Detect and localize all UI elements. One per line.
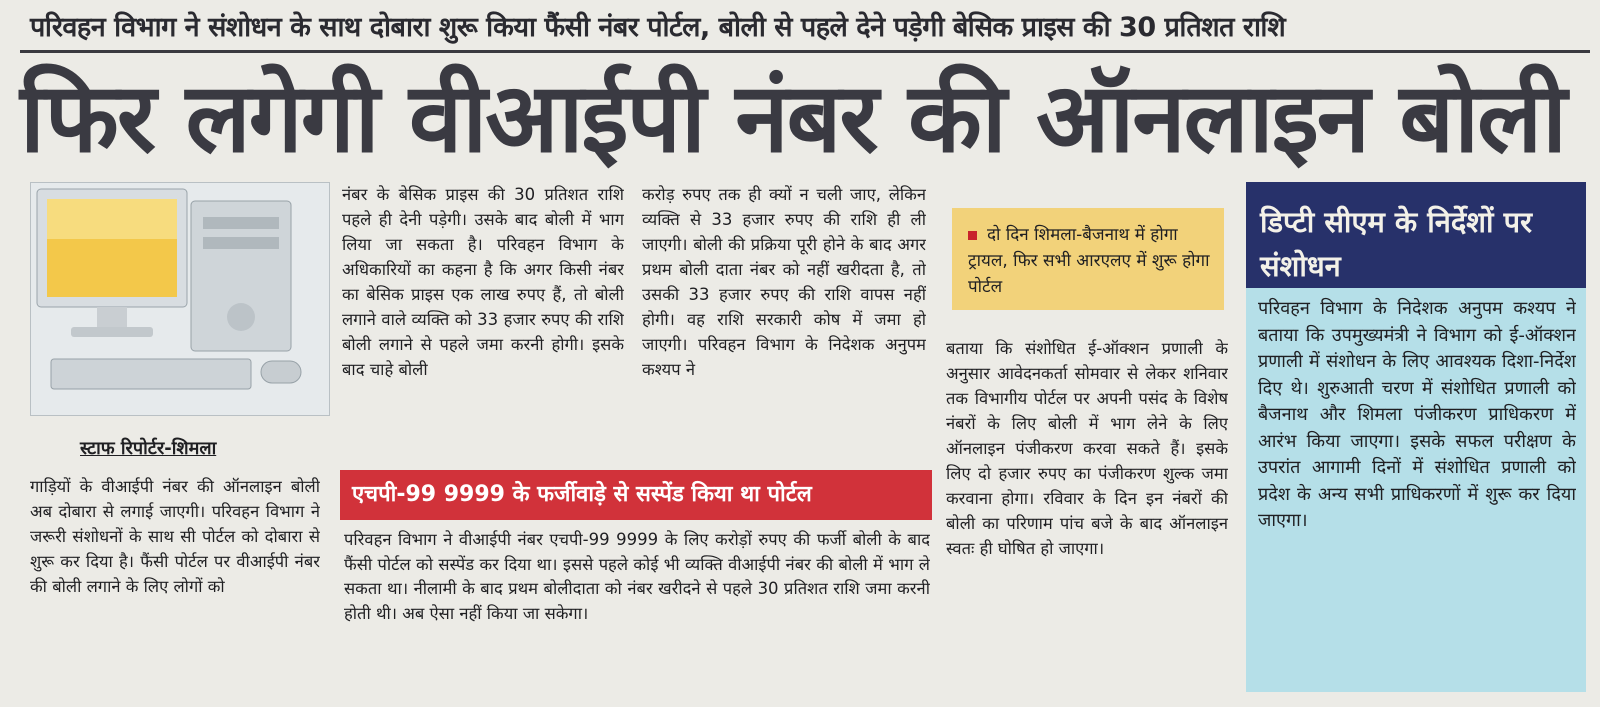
sidebar-title: डिप्टी सीएम के निर्देशों पर संशोधन [1246,182,1586,288]
article-column-2: नंबर के बेसिक प्राइस की 30 प्रतिशत राशि पहले ही देनी पड़ेगी। उसके बाद बोली में भाग लिया जा सकता है। परिवहन विभाग के अधिकारियों का कहना है कि अगर किसी नंबर का बेसिक प्राइस एक लाख रुपए हैं, तो बोली लगाने वाले व्यक्ति को 33 हजार रुपए की राशि बोली लगाने से पहले जमा करनी होगी। इसके बाद चाहे बोली [342,185,624,379]
article-column-1: गाड़ियों के वीआईपी नंबर की ऑनलाइन बोली अब दोबारा से लगाई जाएगी। परिवहन विभाग ने जरूरी संशोधनों के साथ सी पोर्टल को दोबारा से शुरू कर दिया है। फैंसी पोर्टल पर वीआईपी नंबर की बोली लगाने के लिए लोगों को [30,477,320,596]
highlight-box [952,208,1224,310]
box-text: परिवहन विभाग ने वीआईपी नंबर एचपी-99 9999 के लिए करोड़ों रुपए की फर्जी बोली के बाद फैंसी पोर्टल को सस्पेंड कर दिया था। इससे पहले कोई भी व्यक्ति वीआईपी नंबर की बोली में भाग ले सकता था। नीलामी के बाद प्रथम बोलीदाता को नंबर खरीदने से पहले 30 प्रतिशत राशि जमा करनी होती थी। अब ऐसा नहीं किया जा सकेगा। [344,530,930,623]
article-column-4: बताया कि संशोधित ई-ऑक्शन प्रणाली के अनुसार आवेदनकर्ता सोमवार से लेकर शनिवार तक विभागीय पोर्टल पर अपनी पसंद के विशेष नंबरों के लिए बोली में भाग लेने के लिए ऑनलाइन पंजीकरण करवा सकते हैं। इसके लिए दो हजार रुपए का पंजीकरण शुल्क जमा करवाना होगा। रविवार के दिन इन नंबरों की बोली का परिणाम पांच बजे के बाद ऑनलाइन स्वतः ही घोषित हो जाएगा। [946,339,1228,558]
computer-illustration [30,182,330,416]
main-headline: फिर लगेगी वीआईपी नंबर की ऑनलाइन बोली [20,62,1566,174]
highlight-text: दो दिन शिमला-बैजनाथ में होगा ट्रायल, फिर सभी आरएलए में शुरू होगा पोर्टल [968,225,1210,297]
byline: स्टाफ रिपोर्टर-शिमला [80,438,217,459]
kicker-headline: परिवहन विभाग ने संशोधन के साथ दोबारा शुरू किया फैंसी नंबर पोर्टल, बोली से पहले देने पड़ेगी बेसिक प्राइस की 30 प्रतिशत राशि [30,12,1286,43]
bullet-square-icon [968,231,977,240]
box-title: एचपी-99 9999 के फर्जीवाड़े से सस्पेंड किया था पोर्टल [340,470,932,520]
divider [20,50,1590,53]
sidebar-text: परिवहन विभाग के निदेशक अनुपम कश्यप ने बताया कि उपमुख्यमंत्री ने विभाग को ई-ऑक्शन प्रणाली में संशोधन के लिए आवश्यक दिशा-निर्देश दिए थे। शुरुआती चरण में संशोधित प्रणाली को बैजनाथ और शिमला पंजीकरण प्राधिकरण में आरंभ किया जाएगा। इसके सफल परीक्षण के उपरांत आगामी दिनों में संशोधित प्रणाली को प्रदेश के अन्य सभी प्राधिकरणों में शुरू कर दिया जाएगा। [1258,298,1576,531]
computer-icon [31,183,329,415]
article-column-3: करोड़ रुपए तक ही क्यों न चली जाए, लेकिन व्यक्ति से 33 हजार रुपए की राशि ही ली जाएगी। बोली की प्रक्रिया पूरी होने के बाद अगर प्रथम बोली दाता नंबर को नहीं खरीदता है, तो उसकी 33 हजार रुपए की राशि वापस नहीं होगी। वह राशि सरकारी कोष में जमा हो जाएगी। परिवहन विभाग के निदेशक अनुपम कश्यप ने [642,185,926,379]
